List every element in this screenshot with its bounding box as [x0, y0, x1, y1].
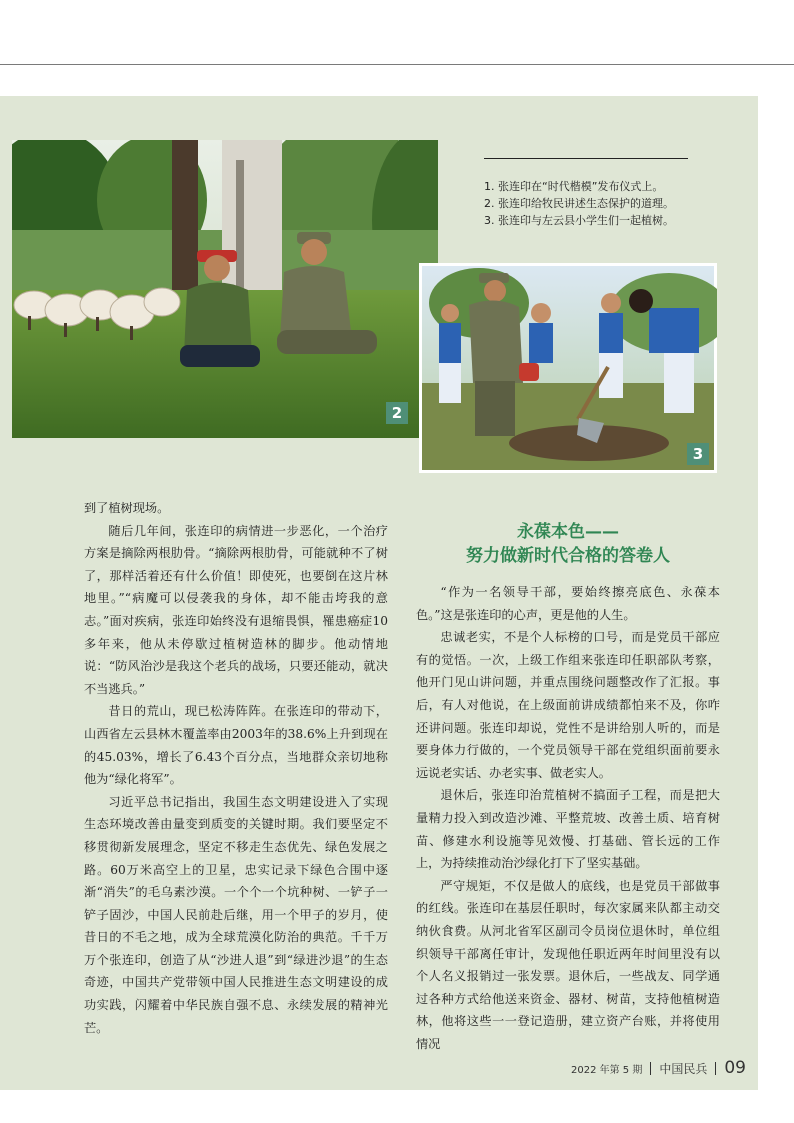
section-title-line-1: 永葆本色—— [517, 522, 619, 542]
photo-herdsman-sheep [12, 140, 438, 438]
paragraph: “作为一名领导干部，要始终擦亮底色、永葆本色。”这是张连印的心声，更是他的人生。 [416, 585, 720, 622]
page-footer [571, 1058, 746, 1078]
footer-separator [715, 1062, 716, 1075]
paragraph: 忠诚老实，不是个人标榜的口号，而是党员干部应有的觉悟。一次，上级工作组来张连印任职部队考察，他开门见山讲问题，并重点围绕问题整改作了汇报。事后，有人对他说，在上级面前讲成绩都怕来不及，你咋还讲问题。张连印却说，党性不是讲给别人听的，而是要身体力行做的，一个党员领导干部在党组织面前要永远说老实话、办老实事、做老实人。 [416, 630, 720, 780]
caption-3: 3. 张连印与左云县小学生们一起植树。 [484, 214, 674, 227]
paragraph: 昔日的荒山，现已松涛阵阵。在张连印的带动下，山西省左云县林木覆盖率由2003年的38.6%上升到现在的45.03%，增长了6.43个百分点，当地群众亲切地称他为“绿化将军”。 [84, 704, 388, 787]
section-title [416, 520, 720, 568]
paragraph: 严守规矩，不仅是做人的底线，也是党员干部做事的红线。张连印在基层任职时，每次家属来队都主动交纳伙食费。从河北省军区副司令员岗位退休时，单位组织领导干部离任审计，发现他任职近两年时间里没有以个人名义报销过一张发票。退休后，一些战友、同学通过各种方式给他送来资金、器材、树苗，支持他植树造林，他将这些一一登记造册，建立资产台账，并将使用情况 [416, 878, 720, 1051]
issue-label: 2022 年第 5 期 [570, 1064, 643, 1076]
magazine-name: 中国民兵 [659, 1061, 708, 1076]
paragraph: 习近平总书记指出，我国生态文明建设进入了实现生态环境改善由量变到质变的关键时期。我们要坚定不移贯彻新发展理念，坚定不移走生态优先、绿色发展之路。60万米高空上的卫星，忠实记录下绿色合围中逐渐“消失”的毛乌素沙漠。一个个一个坑种树、一铲子一铲子固沙，中国人民前赴后继，用一个甲子的岁月，使昔日的不毛之地，成为全球荒漠化防治的典范。千千万万个张连印，创造了从“沙进人退”到“绿进沙退”的生态奇迹，中国共产党带领中国人民推进生态文明建设的成功实践，闪耀着中华民族自强不息、永续发展的精神光芒。 [84, 794, 388, 1035]
caption-2: 2. 张连印给牧民讲述生态保护的道理。 [484, 197, 674, 210]
photo-captions [484, 178, 744, 229]
paragraph: 到了植树现场。 [84, 501, 170, 515]
page-number: 09 [724, 1058, 746, 1078]
photo-number-badge: 3 [687, 443, 709, 465]
footer-separator [650, 1062, 651, 1075]
caption-divider [484, 158, 688, 159]
left-column [84, 497, 388, 1039]
section-title-line-2: 努力做新时代合格的答卷人 [466, 546, 670, 566]
paragraph: 随后几年间，张连印的病情进一步恶化，一个治疗方案是摘除两根肋骨。“摘除两根肋骨，可能就种不了树了，那样活着还有什么价值！即使死，也要倒在这片林地里。”“病魔可以侵袭我的身体，却不能击垮我的意志。”面对疾病，张连印始终没有退缩畏惧，罹患癌症10多年来，他从未停歇过植树造林的脚步。他动情地说：“防风治沙是我这个老兵的战场，只要还能动，就决不当逃兵。” [84, 523, 388, 696]
photo-number-badge: 2 [386, 402, 408, 424]
paragraph: 退休后，张连印治荒植树不搞面子工程，而是把大量精力投入到改造沙滩、平整荒坡、改善土质、培育树苗、修建水利设施等见效慢、打基础、管长远的工作上，为持续推动治沙绿化打下了坚实基础。 [416, 788, 720, 871]
right-column [416, 581, 720, 1055]
caption-1: 1. 张连印在“时代楷模”发布仪式上。 [484, 180, 664, 193]
photo-tree-planting [419, 263, 717, 473]
header-rule [0, 64, 794, 65]
